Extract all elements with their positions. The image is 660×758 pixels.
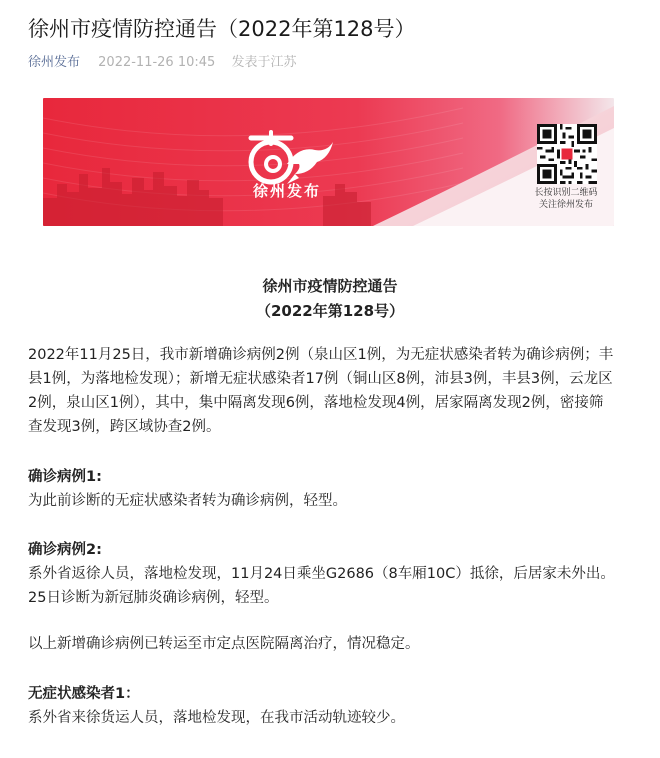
transfer-text: 以上新增确诊病例已转运至市定点医院隔离治疗，情况稳定。	[28, 636, 420, 652]
summary-paragraph	[28, 343, 638, 439]
summary-line: 县1例，为落地检发现）；新增无症状感染者17例（铜山区8例，沛县3例，丰县3例，云龙区	[28, 371, 613, 387]
asymptomatic-1-section	[28, 682, 638, 730]
qr-caption-line-2: 关注徐州发布	[538, 200, 593, 210]
summary-line: 2022年11月25日，我市新增确诊病例2例（泉山区1例，为无症状感染者转为确诊病例；丰	[28, 347, 614, 363]
banner-brand: 徐州发布	[253, 182, 322, 200]
publish-time: 2022-11-26 10:45	[98, 55, 216, 70]
case-1-heading: 确诊病例1:	[28, 469, 102, 485]
case-2-text: 系外省返徐人员，落地检发现，11月24日乘坐G2686（8车厢10C）抵徐，后居家未外出。	[28, 566, 615, 582]
notice-heading-line-1: 徐州市疫情防控通告	[262, 277, 398, 295]
case-1-text: 为此前诊断的无症状感染者转为确诊病例，轻型。	[28, 493, 347, 509]
summary-line: 2例，泉山区1例），其中，集中隔离发现6例，落地检发现4例，居家隔离发现2例，密接筛	[28, 395, 604, 411]
asymptomatic-1-heading: 无症状感染者1：	[28, 686, 140, 702]
qr-code-icon[interactable]	[537, 124, 597, 184]
asymptomatic-1-text: 系外省来徐货运人员，落地检发现，在我市活动轨迹较少。	[28, 710, 405, 726]
case-2-heading: 确诊病例2:	[28, 542, 102, 558]
qr-caption	[511, 187, 614, 211]
notice-heading-line-2: （2022年第128号）	[255, 302, 405, 320]
qr-caption-line-1: 长按识别二维码	[534, 188, 598, 198]
account-link[interactable]: 徐州发布	[28, 55, 81, 70]
summary-line: 查发现3例，跨区域协查2例。	[28, 419, 221, 435]
article-title: 徐州市疫情防控通告（2022年第128号）	[28, 17, 416, 41]
case-2-section	[28, 538, 638, 610]
case-2-text: 25日诊断为新冠肺炎确诊病例，轻型。	[28, 590, 279, 606]
publish-location: 发表于江苏	[231, 55, 297, 70]
notice-heading	[0, 274, 660, 324]
transfer-paragraph	[28, 632, 638, 656]
article-meta	[28, 54, 296, 72]
case-1-section	[28, 465, 638, 513]
header-banner	[43, 98, 614, 226]
